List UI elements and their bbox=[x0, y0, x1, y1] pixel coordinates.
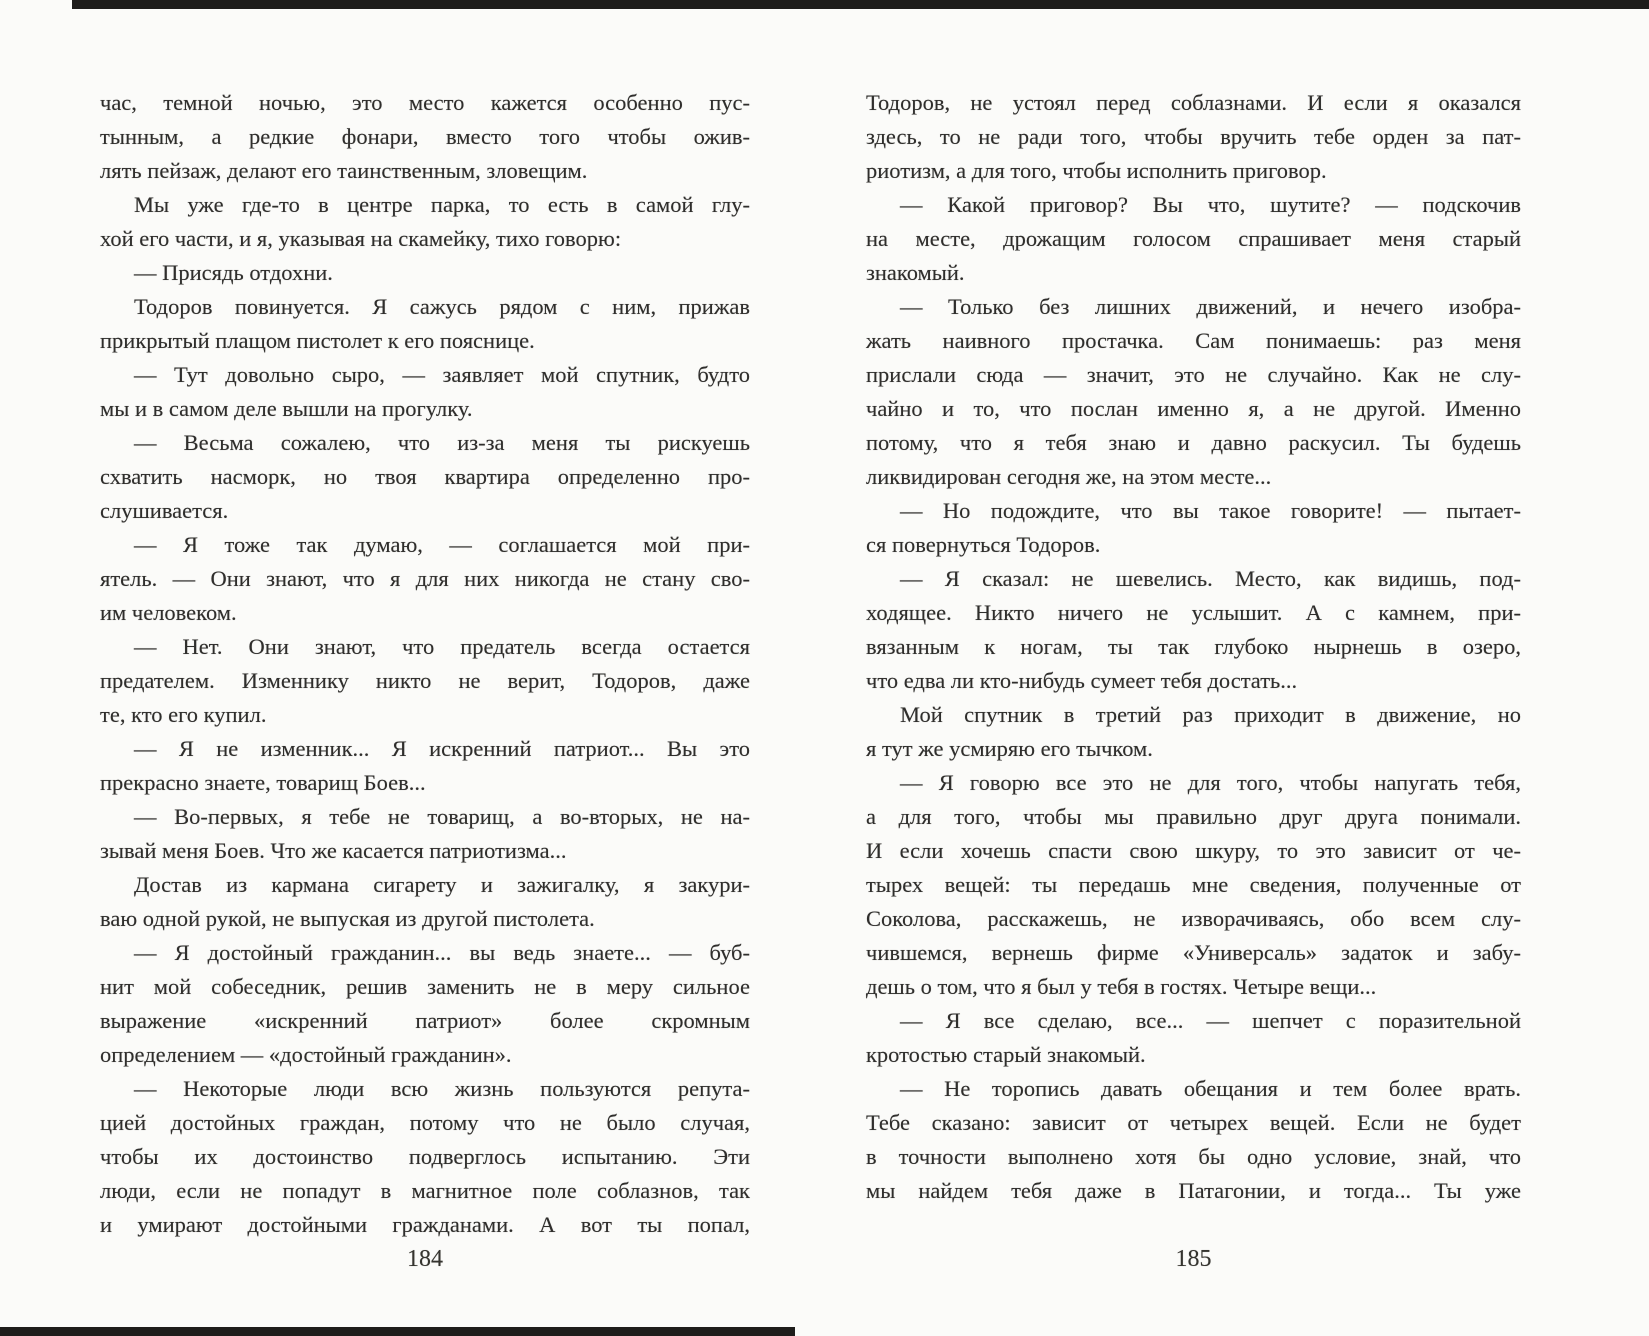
page-right-text-block bbox=[866, 86, 1521, 1208]
text-line: — Но подождите, что вы такое говорите! — пытает- bbox=[900, 498, 1521, 523]
text-line: час, темной ночью, это место кажется особенно пус- bbox=[100, 90, 750, 115]
text-line: потому, что я тебя знаю и давно раскусил. Ты будешь bbox=[866, 430, 1521, 455]
text-line: хой его части, и я, указывая на скамейку, тихо говорю: bbox=[100, 226, 622, 251]
text-line: люди, если не попадут в магнитное поле соблазнов, так bbox=[100, 1178, 750, 1203]
page-left-text-block bbox=[100, 86, 750, 1242]
text-line: Соколова, расскажешь, не изворачиваясь, обо всем слу- bbox=[866, 906, 1521, 931]
text-line: риотизм, а для того, чтобы исполнить приговор. bbox=[866, 158, 1327, 183]
text-line: на месте, дрожащим голосом спрашивает меня старый bbox=[866, 226, 1521, 251]
text-line: чившемся, вернешь фирме «Универсаль» задаток и забу- bbox=[866, 940, 1521, 965]
text-line: зывай меня Боев. Что же касается патриотизма... bbox=[100, 838, 567, 863]
text-line: схватить насморк, но твоя квартира определенно про- bbox=[100, 464, 750, 489]
text-line: — Некоторые люди всю жизнь пользуются репута- bbox=[134, 1076, 750, 1101]
text-line: мы и в самом деле вышли на прогулку. bbox=[100, 396, 473, 421]
text-line: а для того, чтобы мы правильно друг друга понимали. bbox=[866, 804, 1521, 829]
text-line: ходящее. Никто ничего не услышит. А с камнем, при- bbox=[866, 600, 1521, 625]
text-line: вязанным к ногам, ты так глубоко нырнешь в озеро, bbox=[866, 634, 1521, 659]
text-line: и умирают достойными гражданами. А вот ты попал, bbox=[100, 1212, 750, 1237]
text-line: — Я тоже так думаю, — соглашается мой при- bbox=[134, 532, 750, 557]
text-line: здесь, то не ради того, чтобы вручить тебе орден за пат- bbox=[866, 124, 1521, 149]
text-line: дешь о том, что я был у тебя в гостях. Четыре вещи... bbox=[866, 974, 1377, 999]
text-line: — Не торопись давать обещания и тем более врать. bbox=[900, 1076, 1521, 1101]
text-line: ликвидирован сегодня же, на этом месте... bbox=[866, 464, 1272, 489]
text-line: — Я сказал: не шевелись. Место, как видишь, под- bbox=[900, 566, 1521, 591]
text-line: что едва ли кто-нибудь сумеет тебя достать... bbox=[866, 668, 1298, 693]
text-line: кротостью старый знакомый. bbox=[866, 1042, 1146, 1067]
text-line: — Весьма сожалею, что из-за меня ты рискуешь bbox=[134, 430, 750, 455]
text-line: тырех вещей: ты передашь мне сведения, полученные от bbox=[866, 872, 1521, 897]
text-line: И если хочешь спасти свою шкуру, то это зависит от че- bbox=[866, 838, 1521, 863]
text-line: ваю одной рукой, не выпуская из другой пистолета. bbox=[100, 906, 595, 931]
text-line: слушивается. bbox=[100, 498, 229, 523]
text-line: я тут же усмиряю его тычком. bbox=[866, 736, 1153, 761]
page-left bbox=[100, 86, 750, 1242]
text-line: выражение «искренний патриот» более скромным bbox=[100, 1008, 750, 1033]
text-line: Мой спутник в третий раз приходит в движение, но bbox=[900, 702, 1521, 727]
text-line: — Я не изменник... Я искренний патриот... Вы это bbox=[134, 736, 750, 761]
text-line: чтобы их достоинство подверглось испытанию. Эти bbox=[100, 1144, 750, 1169]
text-line: Достав из кармана сигарету и зажигалку, я закури- bbox=[134, 872, 750, 897]
text-line: Тодоров повинуется. Я сажусь рядом с ним, прижав bbox=[134, 294, 750, 319]
text-line: определением — «достойный гражданин». bbox=[100, 1042, 512, 1067]
text-line: жать наивного простачка. Сам понимаешь: раз меня bbox=[866, 328, 1521, 353]
text-line: прекрасно знаете, товарищ Боев... bbox=[100, 770, 426, 795]
text-line: нит мой собеседник, решив заменить не в меру сильное bbox=[100, 974, 750, 999]
text-line: Мы уже где-то в центре парка, то есть в самой глу- bbox=[134, 192, 750, 217]
page-number-left: 184 bbox=[407, 1246, 443, 1272]
page-right bbox=[866, 86, 1521, 1208]
text-line: — Я говорю все это не для того, чтобы напугать тебя, bbox=[900, 770, 1521, 795]
text-line: прислали сюда — значит, это не случайно. Как не слу- bbox=[866, 362, 1521, 387]
scan-edge-top bbox=[72, 0, 1649, 9]
text-line: — Я достойный гражданин... вы ведь знаете... — буб- bbox=[134, 940, 750, 965]
text-line: — Какой приговор? Вы что, шутите? — подскочив bbox=[900, 192, 1521, 217]
text-line: — Присядь отдохни. bbox=[134, 260, 333, 285]
text-line: — Нет. Они знают, что предатель всегда остается bbox=[134, 634, 750, 659]
text-line: — Во-первых, я тебе не товарищ, а во-вторых, не на- bbox=[134, 804, 750, 829]
text-line: — Только без лишних движений, и нечего изобра- bbox=[900, 294, 1521, 319]
text-line: прикрытый плащом пистолет к его пояснице. bbox=[100, 328, 535, 353]
text-line: ся повернуться Тодоров. bbox=[866, 532, 1101, 557]
text-line: лять пейзаж, делают его таинственным, зловещим. bbox=[100, 158, 588, 183]
text-line: Тодоров, не устоял перед соблазнами. И если я оказался bbox=[866, 90, 1521, 115]
text-line: в точности выполнено хотя бы одно условие, знай, что bbox=[866, 1144, 1521, 1169]
text-line: цией достойных граждан, потому что не было случая, bbox=[100, 1110, 750, 1135]
text-line: — Тут довольно сыро, — заявляет мой спутник, будто bbox=[134, 362, 750, 387]
text-line: Тебе сказано: зависит от четырех вещей. Если не будет bbox=[866, 1110, 1521, 1135]
page-number-right: 185 bbox=[1175, 1246, 1212, 1272]
text-line: — Я все сделаю, все... — шепчет с поразительной bbox=[900, 1008, 1521, 1033]
text-line: тынным, а редкие фонари, вместо того чтобы ожив- bbox=[100, 124, 750, 149]
text-line: чайно и то, что послан именно я, а не другой. Именно bbox=[866, 396, 1521, 421]
text-line: те, кто его купил. bbox=[100, 702, 267, 727]
text-line: мы найдем тебя даже в Патагонии, и тогда... Ты уже bbox=[866, 1178, 1521, 1203]
text-line: знакомый. bbox=[866, 260, 965, 285]
text-line: ятель. — Они знают, что я для них никогда не стану сво- bbox=[100, 566, 750, 591]
scan-edge-bottom bbox=[0, 1327, 795, 1336]
text-line: предателем. Изменнику никто не верит, Тодоров, даже bbox=[100, 668, 750, 693]
text-line: им человеком. bbox=[100, 600, 237, 625]
